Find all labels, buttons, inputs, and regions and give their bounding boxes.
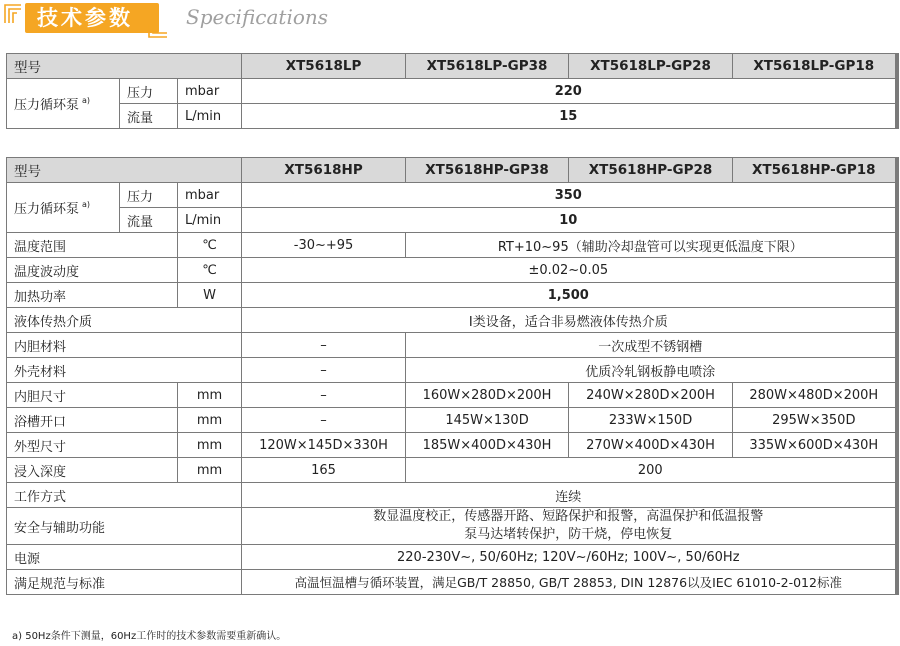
table-row (7, 308, 897, 333)
flow-label: 流量 (120, 104, 178, 129)
flow-label: 流量 (120, 208, 178, 233)
shell-material-value: 优质冷轧钢板静电喷涂 (406, 358, 897, 383)
model-name: XT5618LP (242, 54, 406, 79)
work-mode-label: 工作方式 (7, 483, 242, 508)
inner-material-value: – (242, 333, 406, 358)
immersion-depth-label: 浸入深度 (7, 458, 178, 483)
immersion-depth-unit: mm (178, 458, 242, 483)
safety-label: 安全与辅助功能 (7, 508, 242, 545)
pump-label: 压力循环泵 $^{a)}$ (7, 183, 120, 233)
footnote: a) 50Hz条件下测量，60Hz工作时的技术参数需要重新确认。 (12, 631, 287, 642)
table-row (7, 408, 897, 433)
bath-opening-value: 295W×350D (733, 408, 897, 433)
bath-opening-unit: mm (178, 408, 242, 433)
corner-ornament-icon (4, 4, 22, 24)
temp-fluctuation-unit: ℃ (178, 258, 242, 283)
power-supply-label: 电源 (7, 545, 242, 570)
power-supply-value: 220-230V~, 50/60Hz; 120V~/60Hz; 100V~, 50/60Hz (242, 545, 897, 570)
model-name: XT5618HP-GP38 (406, 158, 569, 183)
table-row (7, 383, 897, 408)
table-row (7, 104, 897, 129)
footnote-marker: a) (82, 200, 91, 209)
heating-power-label: 加热功率 (7, 283, 178, 308)
table-row (7, 333, 897, 358)
immersion-depth-value: 200 (406, 458, 897, 483)
flow-unit: L/min (178, 208, 242, 233)
temp-range-unit: ℃ (178, 233, 242, 258)
outer-size-unit: mm (178, 433, 242, 458)
outer-size-label: 外型尺寸 (7, 433, 178, 458)
bath-opening-value: 233W×150D (569, 408, 733, 433)
temp-fluctuation-value: ±0.02~0.05 (242, 258, 897, 283)
table-row (7, 258, 897, 283)
title-english: Specifications (186, 5, 329, 29)
temp-range-label: 温度范围 (7, 233, 178, 258)
inner-material-label: 内胆材料 (7, 333, 242, 358)
table-row (7, 433, 897, 458)
standards-label: 满足规范与标准 (7, 570, 242, 595)
standards-value: 高温恒温槽与循环装置，满足GB/T 28850, GB/T 28853, DIN 12876以及IEC 61010-2-012标准 (242, 570, 897, 595)
heating-power-unit: W (178, 283, 242, 308)
table-row (7, 54, 897, 79)
model-name: XT5618LP-GP28 (569, 54, 733, 79)
table-row (7, 545, 897, 570)
outer-size-value: 270W×400D×430H (569, 433, 733, 458)
pressure-value: 350 (242, 183, 897, 208)
model-label: 型号 (7, 158, 242, 183)
title-chinese: 技术参数 (37, 6, 133, 30)
temp-range-value: -30~+95 (242, 233, 406, 258)
footnote-marker: a) (82, 96, 91, 105)
inner-size-value: 280W×480D×200H (733, 383, 897, 408)
corner-ornament-icon (148, 24, 168, 42)
pump-label: 压力循环泵 $^{a)}$ (7, 79, 120, 129)
medium-value: I类设备，适合非易燃液体传热介质 (242, 308, 897, 333)
pressure-unit: mbar (178, 79, 242, 104)
inner-material-value: 一次成型不锈钢槽 (406, 333, 897, 358)
temp-fluctuation-label: 温度波动度 (7, 258, 178, 283)
pressure-value: 220 (242, 79, 897, 104)
table-row (7, 208, 897, 233)
heating-power-value: 1,500 (242, 283, 897, 308)
temp-range-value: RT+10~95（辅助冷却盘管可以实现更低温度下限） (406, 233, 897, 258)
work-mode-value: 连续 (242, 483, 897, 508)
model-name: XT5618HP (242, 158, 406, 183)
spec-table-hp (6, 157, 899, 595)
safety-line: 泵马达堵转保护，防干烧，停电恢复 (464, 527, 673, 542)
pressure-unit: mbar (178, 183, 242, 208)
inner-size-unit: mm (178, 383, 242, 408)
flow-unit: L/min (178, 104, 242, 129)
inner-size-label: 内胆尺寸 (7, 383, 178, 408)
bath-opening-label: 浴槽开口 (7, 408, 178, 433)
shell-material-value: – (242, 358, 406, 383)
shell-material-label: 外壳材料 (7, 358, 242, 383)
medium-label: 液体传热介质 (7, 308, 242, 333)
table-row (7, 358, 897, 383)
model-name: XT5618LP-GP18 (733, 54, 897, 79)
model-name: XT5618LP-GP38 (406, 54, 569, 79)
section-header (0, 0, 900, 44)
outer-size-value: 185W×400D×430H (406, 433, 569, 458)
table-row (7, 158, 897, 183)
table-row (7, 458, 897, 483)
model-name: XT5618HP-GP18 (733, 158, 897, 183)
model-label: 型号 (7, 54, 242, 79)
bath-opening-value: 145W×130D (406, 408, 569, 433)
flow-value: 10 (242, 208, 897, 233)
outer-size-value: 120W×145D×330H (242, 433, 406, 458)
flow-value: 15 (242, 104, 897, 129)
inner-size-value: 160W×280D×200H (406, 383, 569, 408)
title-badge (25, 3, 159, 33)
table-row (7, 283, 897, 308)
safety-line: 数显温度校正，传感器开路、短路保护和报警，高温保护和低温报警 (373, 509, 764, 524)
table-row (7, 79, 897, 104)
bath-opening-value: – (242, 408, 406, 433)
inner-size-value: – (242, 383, 406, 408)
model-name: XT5618HP-GP28 (569, 158, 733, 183)
pressure-label: 压力 (120, 79, 178, 104)
table-row (7, 233, 897, 258)
spec-table-lp (6, 53, 899, 129)
table-row (7, 508, 897, 545)
table-row (7, 183, 897, 208)
table-row (7, 570, 897, 595)
inner-size-value: 240W×280D×200H (569, 383, 733, 408)
pressure-label: 压力 (120, 183, 178, 208)
safety-value (242, 508, 897, 545)
outer-size-value: 335W×600D×430H (733, 433, 897, 458)
table-row (7, 483, 897, 508)
immersion-depth-value: 165 (242, 458, 406, 483)
